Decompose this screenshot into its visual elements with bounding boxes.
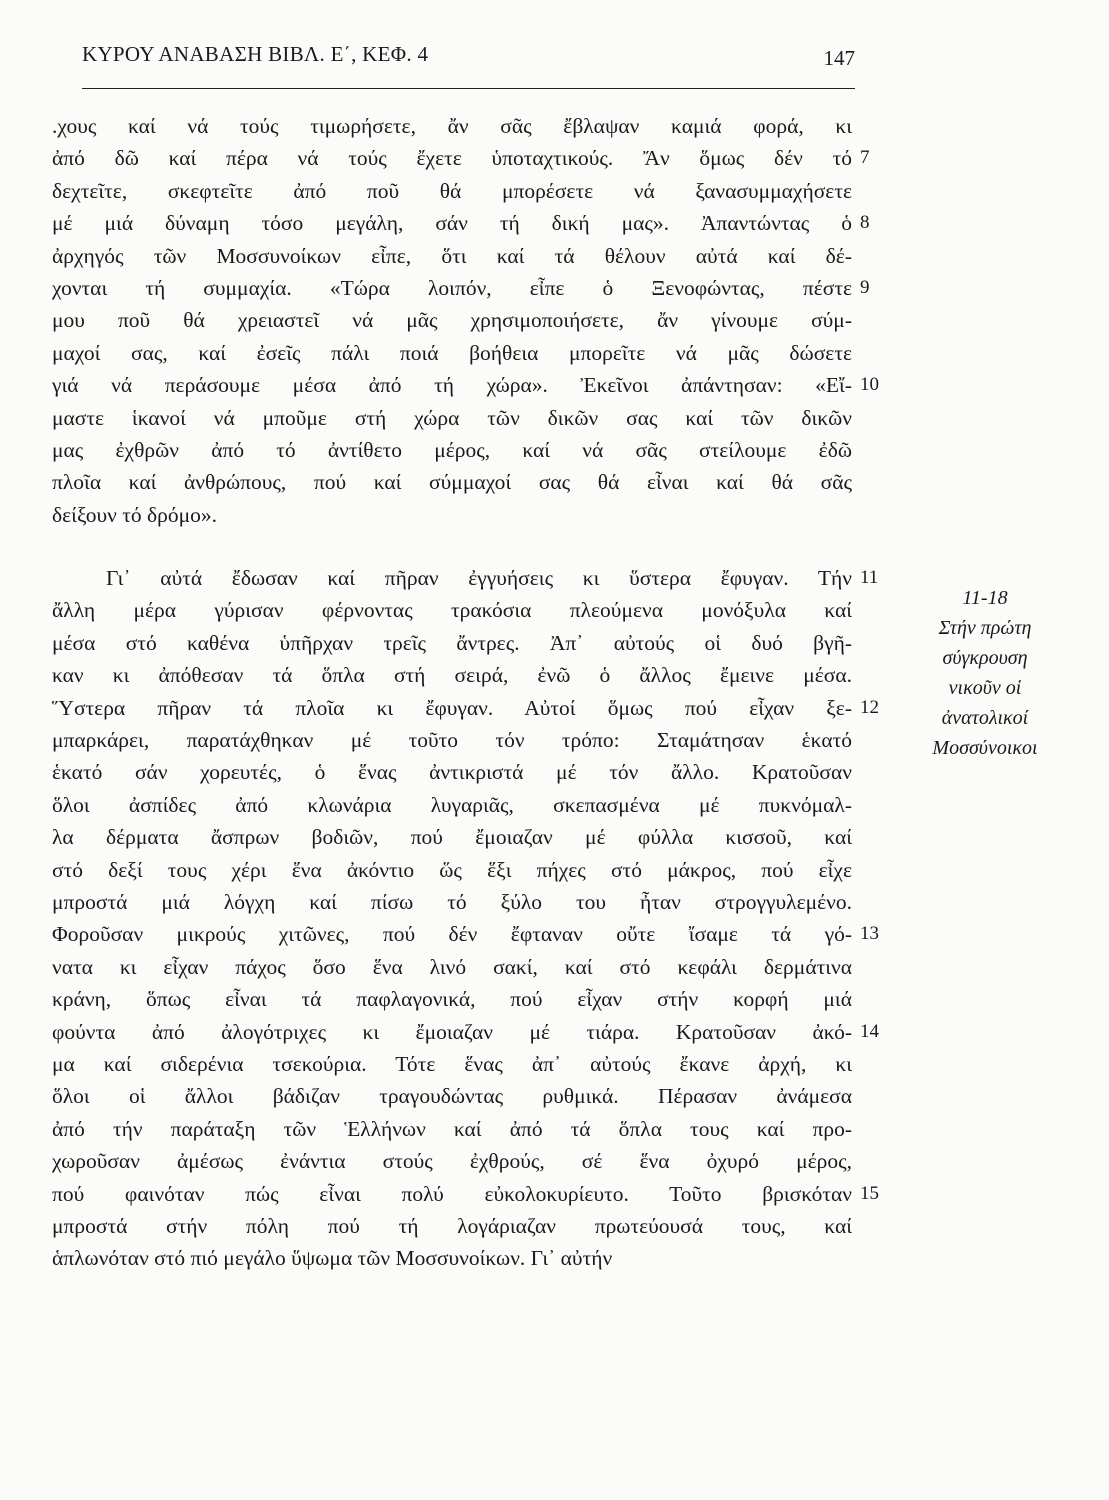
text-line [52,692,879,724]
text-line [52,1242,852,1274]
line-text: ἁπλωνόταν στό πιό μεγάλο ὕψωμα τῶν Μοσσυνοίκων. Γι᾽ αὐτήν [52,1246,613,1271]
text-line [52,1178,879,1210]
text-line [52,594,852,626]
line-text: ἄλλη μέρα γύρισαν φέρνοντας τρακόσια πλεούμενα μονόξυλα καί [52,598,852,623]
line-text: μου ποῦ θά χρειαστεῖ νά μᾶς χρησιμοποιήσετε, ἄν γίνουμε σύμ- [52,308,852,333]
verse-number: 11 [860,567,879,589]
line-text: ἀπό τήν παράταξη τῶν Ἑλλήνων καί ἀπό τά ὅπλα τους καί προ- [52,1116,852,1141]
line-text: μέ μιά δύναμη τόσο μεγάλη, σάν τή δική μας». Ἀπαντώντας ὁ [52,211,852,236]
line-text: γιά νά περάσουμε μέσα ἀπό τή χώρα». Ἐκεῖνοι ἀπάντησαν: «Εἴ- [52,373,852,398]
text-line [52,272,870,304]
verse-number: 15 [860,1182,879,1204]
line-text: φούντα ἀπό ἀλογότριχες κι ἔμοιαζαν μέ τιάρα. Κρατοῦσαν ἀκό- [52,1019,852,1044]
running-header [60,38,855,98]
text-line [52,854,852,886]
verse-number: 14 [860,1020,879,1042]
line-text: Φοροῦσαν μικρούς χιτῶνες, πού δέν ἔφταναν οὔτε ἴσαμε τά γό- [52,922,852,947]
text-line [52,789,852,821]
line-text: μέσα στό καθένα ὑπῆρχαν τρεῖς ἄντρες. Ἀπ᾽ αὐτούς οἱ δυό βγῆ- [52,630,852,655]
line-text: πλοῖα καί ἀνθρώπους, πού καί σύμμαχοί σας θά εἶναι καί θά σᾶς [52,470,852,495]
text-line [52,207,870,239]
verse-number: 8 [860,212,870,234]
paragraph [52,110,879,531]
margin-note [905,583,1065,763]
text-line [52,756,852,788]
text-line [52,434,852,466]
text-line [52,562,879,594]
text-line [52,821,852,853]
text-line [52,499,852,531]
verse-number: 9 [860,276,870,298]
text-line [52,918,879,950]
line-text: μας ἐχθρῶν ἀπό τό ἀντίθετο μέρος, καί νά σᾶς στείλουμε ἐδῶ [52,437,852,462]
margin-note-range: 11-18 [962,587,1008,609]
line-text: Ὕστερα πῆραν τά πλοῖα κι ἔφυγαν. Αὐτοί ὅμως πού εἶχαν ξε- [52,695,852,720]
line-text: ἀρχηγός τῶν Μοσσυνοίκων εἶπε, ὅτι καί τά θέλουν αὐτά καί δέ- [52,243,852,268]
line-text: στό δεξί τους χέρι ἕνα ἀκόντιο ὥς ἕξι πήχες στό μάκρος, πού εἶχε [52,857,852,882]
text-line [52,110,852,142]
line-text: λα δέρματα ἄσπρων βοδιῶν, πού ἔμοιαζαν μέ φύλλα κισσοῦ, καί [52,825,852,850]
line-text: ἀπό δῶ καί πέρα νά τούς ἔχετε ὑποταχτικούς. Ἄν ὅμως δέν τό [52,146,852,171]
verse-number: 7 [860,147,870,169]
line-text: μα καί σιδερένια τσεκούρια. Τότε ἕνας ἀπ᾽ αὐτούς ἔκανε ἀρχή, κι [52,1051,852,1076]
text-line [52,175,852,207]
text-line [52,1113,852,1145]
margin-note-line: σύγκρουση [942,647,1028,669]
line-text: ἑκατό σάν χορευτές, ὁ ἕνας ἀντικριστά μέ τόν ἄλλο. Κρατοῦσαν [52,760,852,785]
line-text: νατα κι εἶχαν πάχος ὅσο ἕνα λινό σακί, καί στό κεφάλι δερμάτινα [52,954,852,979]
text-line [52,951,852,983]
text-line [52,659,852,691]
verse-number: 10 [860,374,879,396]
page-number: 147 [823,46,855,70]
text-line [52,1048,852,1080]
line-text: μπροστά μιά λόγχη καί πίσω τό ξύλο του ἦταν στρογγυλεμένο. [52,889,852,914]
margin-note-line: Στήν πρώτη [938,617,1032,639]
text-line [52,724,852,756]
line-text: .χους καί νά τούς τιμωρήσετε, ἄν σᾶς ἔβλαψαν καμιά φορά, κι [52,114,852,138]
line-text: ὅλοι οἱ ἄλλοι βάδιζαν τραγουδώντας ρυθμικά. Πέρασαν ἀνάμεσα [52,1084,852,1109]
line-text: μαστε ἱκανοί νά μποῦμε στή χώρα τῶν δικῶν σας καί τῶν δικῶν [52,405,852,430]
line-text: χονται τή συμμαχία. «Τώρα λοιπόν, εἶπε ὁ Ξενοφώντας, πέστε [52,275,852,300]
line-text: κράνη, ὅπως εἶναι τά παφλαγονικά, πού εἶχαν στήν κορφή μιά [52,987,852,1012]
line-text: μπροστά στήν πόλη πού τή λογάριαζαν πρωτεύουσά τους, καί [52,1213,852,1238]
margin-note-line: Μοσσύνοικοι [932,737,1038,759]
text-line [52,304,852,336]
line-text: δείξουν τό δρόμο». [52,502,217,527]
text-line [52,627,852,659]
line-text: πού φαινόταν πώς εἶναι πολύ εὐκολοκυρίευτο. Τοῦτο βρισκόταν [52,1181,852,1206]
paragraph [52,562,879,1275]
text-line [52,240,852,272]
text-line [52,983,852,1015]
paragraph-gap [52,531,852,562]
header-rule [82,88,855,89]
line-text: δεχτεῖτε, σκεφτεῖτε ἀπό ποῦ θά μπορέσετε νά ξανασυμμαχήσετε [52,178,852,203]
text-line [52,886,852,918]
text-line [52,142,870,174]
text-line [52,1016,879,1048]
line-text: μαχοί σας, καί ἐσεῖς πάλι ποιά βοήθεια μπορεῖτε νά μᾶς δώσετε [52,340,852,365]
margin-note-line: ἀνατολικοί [941,707,1029,729]
running-head-title: ΚΥΡΟΥ ΑΝΑΒΑΣΗ ΒΙΒΛ. Ε΄, ΚΕΦ. 4 [82,42,429,66]
text-line [52,1210,852,1242]
margin-note-line: νικοῦν οἱ [948,677,1022,699]
line-text: μπαρκάρει, παρατάχθηκαν μέ τοῦτο τόν τρόπο: Σταμάτησαν ἑκατό [52,728,852,753]
text-line [52,466,852,498]
body-text [52,110,879,1275]
line-text: ὅλοι ἀσπίδες ἀπό κλωνάρια λυγαριᾶς, σκεπασμένα μέ πυκνόμαλ- [52,792,852,817]
line-text: χωροῦσαν ἀμέσως ἐνάντια στούς ἐχθρούς, σέ ἕνα ὀχυρό μέρος, [52,1149,852,1174]
text-line [52,369,879,401]
text-line [52,337,852,369]
line-text: Γι᾽ αὐτά ἔδωσαν καί πῆραν ἐγγυήσεις κι ὕστερα ἔφυγαν. Τήν [106,566,852,591]
text-line [52,1145,852,1177]
text-line [52,402,852,434]
text-line [52,1080,852,1112]
verse-number: 12 [860,696,879,718]
line-text: καν κι ἀπόθεσαν τά ὅπλα στή σειρά, ἐνῶ ὁ ἄλλος ἔμεινε μέσα. [52,663,852,688]
verse-number: 13 [860,923,879,945]
